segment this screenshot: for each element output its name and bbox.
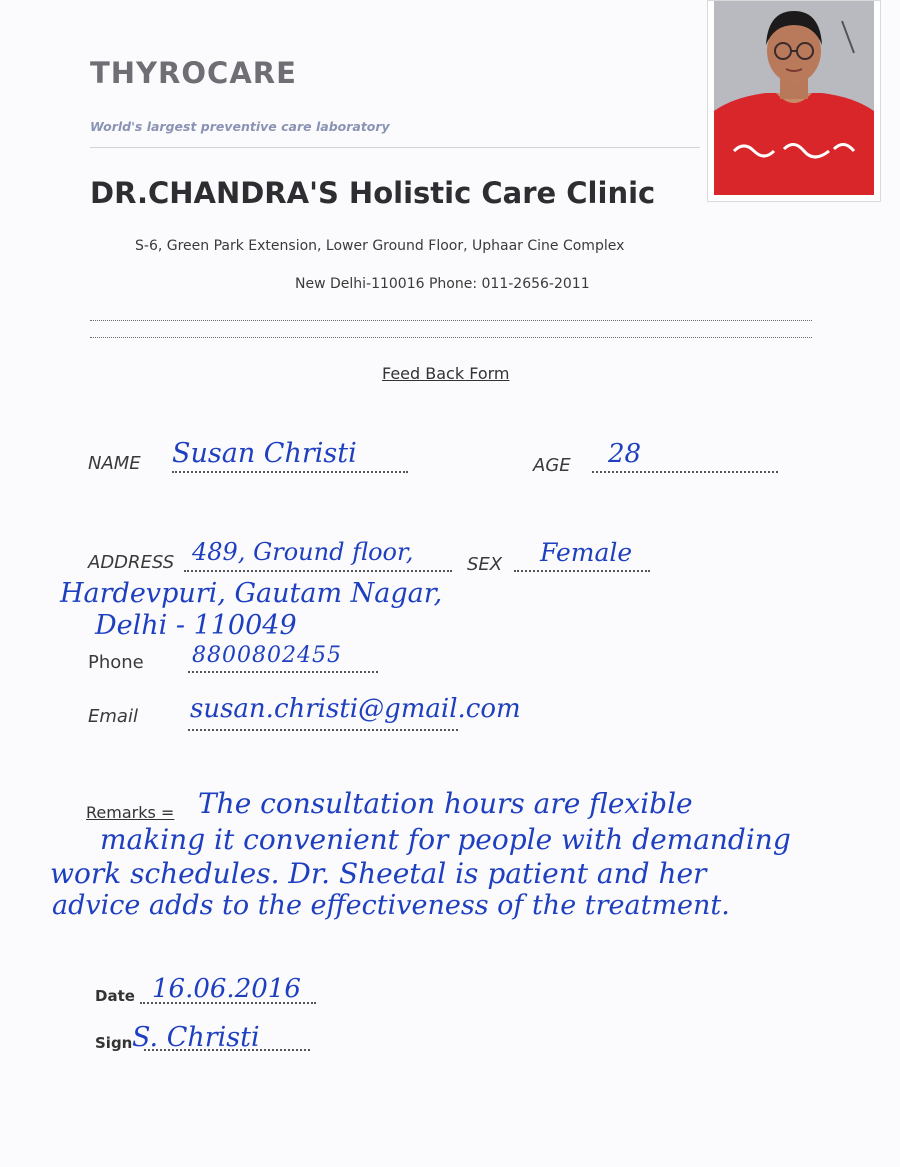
- sex-label: SEX: [467, 554, 503, 575]
- age-label: AGE: [533, 455, 571, 476]
- phone-value: 8800802455: [192, 643, 342, 668]
- age-value: 28: [608, 439, 642, 469]
- date-label: Date: [95, 987, 135, 1005]
- name-value: Susan Christi: [172, 438, 357, 469]
- remarks-label-text: Remarks =: [86, 803, 175, 822]
- sex-leader: [514, 570, 650, 572]
- brand-divider: [90, 147, 700, 148]
- address-leader: [184, 570, 452, 572]
- brand-tagline: World's largest preventive care laboratory: [90, 119, 390, 134]
- header-dotted-rule: [90, 320, 812, 321]
- name-leader: [172, 471, 408, 473]
- photo-image: [714, 1, 874, 195]
- sign-label: Sign: [95, 1034, 133, 1052]
- date-value: 16.06.2016: [152, 974, 301, 1004]
- address-line2: Hardevpuri, Gautam Nagar,: [60, 578, 443, 609]
- remarks-line3: work schedules. Dr. Sheetal is patient and her: [50, 857, 707, 890]
- signature-value: S. Christi: [132, 1022, 260, 1053]
- address-label: ADDRESS: [88, 552, 175, 573]
- phone-label: Phone: [88, 652, 144, 673]
- email-leader: [188, 729, 458, 731]
- clinic-address-line2: New Delhi-110016 Phone: 011-2656-2011: [295, 276, 590, 292]
- address-line3: Delhi - 110049: [95, 610, 297, 641]
- remarks-line4: advice adds to the effectiveness of the treatment.: [52, 890, 730, 921]
- header-dotted-rule: [90, 337, 812, 338]
- sex-value: Female: [540, 538, 633, 567]
- portrait-illustration: [714, 1, 874, 195]
- remarks-line1: The consultation hours are flexible: [198, 787, 693, 820]
- email-value: susan.christi@gmail.com: [190, 694, 521, 724]
- remarks-label: [86, 803, 174, 822]
- address-line1: 489, Ground floor,: [192, 538, 414, 566]
- name-label: NAME: [88, 453, 141, 474]
- remarks-line2: making it convenient for people with demanding: [100, 823, 791, 856]
- phone-leader: [188, 671, 378, 673]
- clinic-name: DR.CHANDRA'S Holistic Care Clinic: [90, 176, 656, 210]
- brand-name: THYROCARE: [90, 56, 297, 90]
- age-leader: [592, 471, 778, 473]
- form-title: Feed Back Form: [382, 364, 510, 383]
- patient-photo: [707, 0, 881, 202]
- email-label: Email: [88, 706, 138, 727]
- clinic-address-line1: S-6, Green Park Extension, Lower Ground Floor, Uphaar Cine Complex: [135, 238, 625, 254]
